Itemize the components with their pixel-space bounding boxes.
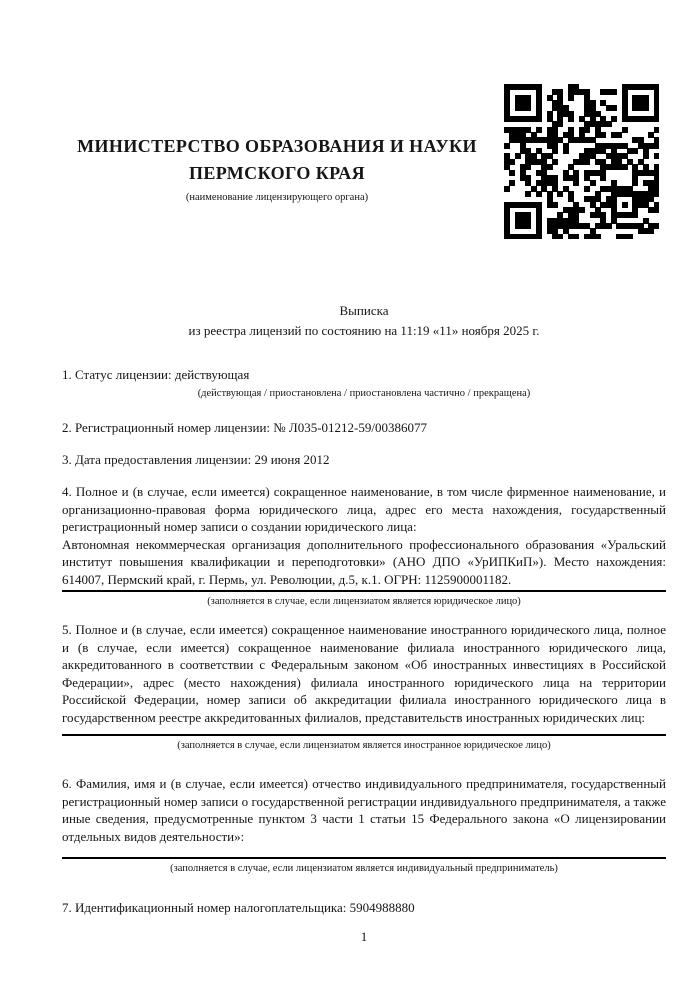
licensing-authority-name bbox=[62, 133, 492, 187]
item-individual-entrepreneur bbox=[62, 775, 666, 875]
item-registration-number bbox=[62, 419, 666, 437]
document-title bbox=[62, 301, 666, 341]
authority-caption: (наименование лицензирующего органа) bbox=[185, 192, 369, 203]
ministry-name-line1: МИНИСТЕРСТВО ОБРАЗОВАНИЯ И НАУКИ bbox=[77, 136, 477, 156]
registration-number-text: 2. Регистрационный номер лицензии: № Л035-01212-59/00386077 bbox=[62, 420, 428, 435]
item-license-status bbox=[62, 366, 666, 400]
foreign-entity-blank-line bbox=[62, 734, 666, 736]
item-legal-entity bbox=[62, 483, 666, 608]
foreign-entity-caption: (заполняется в случае, если лицензиатом является иностранное юридическое лицо) bbox=[177, 740, 551, 751]
legal-entity-answer: Автономная некоммерческая организация дополнительного профессионального образования «Уральский институт повышения квалификации и переподготовки» (АНО ДПО «УрИПКиП»). Место нахождения: 614007, Пермский край, г. Пермь, ул. Революции, д.5, к.1. ОГРН: 1125900001182. bbox=[62, 536, 666, 587]
license-status-caption: (действующая / приостановлена / приостановлена частично / прекращена) bbox=[197, 388, 531, 399]
document-header bbox=[62, 133, 492, 204]
legal-entity-question: 4. Полное и (в случае, если имеется) сокращенное наименование, в том числе фирменное наименование, и организационно-правовая форма юридического лица, адрес его места нахождения, государственный регистрационный номер записи о создании юридического лица: bbox=[62, 484, 666, 534]
individual-entrepreneur-blank-line bbox=[62, 857, 666, 859]
item-license-date bbox=[62, 451, 666, 469]
legal-entity-caption: (заполняется в случае, если лицензиатом является юридическое лицо) bbox=[207, 596, 521, 607]
individual-entrepreneur-caption: (заполняется в случае, если лицензиатом является индивидуальный предприниматель) bbox=[170, 863, 558, 874]
individual-entrepreneur-question: 6. Фамилия, имя и (в случае, если имеется) отчество индивидуального предпринимателя, государственный регистрационный номер записи о государственной регистрации индивидуального предпринимателя, а также иные сведения, предусмотренные пунктом 3 части 1 статьи 15 Федерального закона «О лицензировании отдельных видов деятельности»: bbox=[62, 776, 666, 844]
qr-code bbox=[504, 84, 659, 239]
title-line1: Выписка bbox=[339, 303, 389, 318]
item-foreign-entity bbox=[62, 621, 666, 752]
license-status-text: 1. Статус лицензии: действующая bbox=[62, 367, 250, 382]
legal-entity-underline bbox=[62, 590, 666, 592]
license-date-text: 3. Дата предоставления лицензии: 29 июня 2012 bbox=[62, 452, 330, 467]
item-taxpayer-id bbox=[62, 899, 666, 917]
taxpayer-id-text: 7. Идентификационный номер налогоплательщика: 5904988880 bbox=[62, 900, 415, 915]
title-line2: из реестра лицензий по состоянию на 11:19 «11» ноября 2025 г. bbox=[188, 323, 540, 338]
foreign-entity-question: 5. Полное и (в случае, если имеется) сокращенное наименование иностранного юридического лица, полное и (в случае, если имеется) сокращенное наименование филиала иностранного юридического лица, аккредитованного в соответствии с Федеральным законом «Об иностранных инвестициях в Российской Федерации», адрес (место нахождения) филиала иностранного юридического лица на территории Российской Федерации, номер записи об аккредитации филиала иностранного юридического лица в государственном реестре аккредитованных филиалов, представительств иностранных юридических лиц: bbox=[62, 622, 666, 725]
page-number: 1 bbox=[360, 929, 368, 944]
ministry-name-line2: ПЕРМСКОГО КРАЯ bbox=[188, 163, 366, 183]
